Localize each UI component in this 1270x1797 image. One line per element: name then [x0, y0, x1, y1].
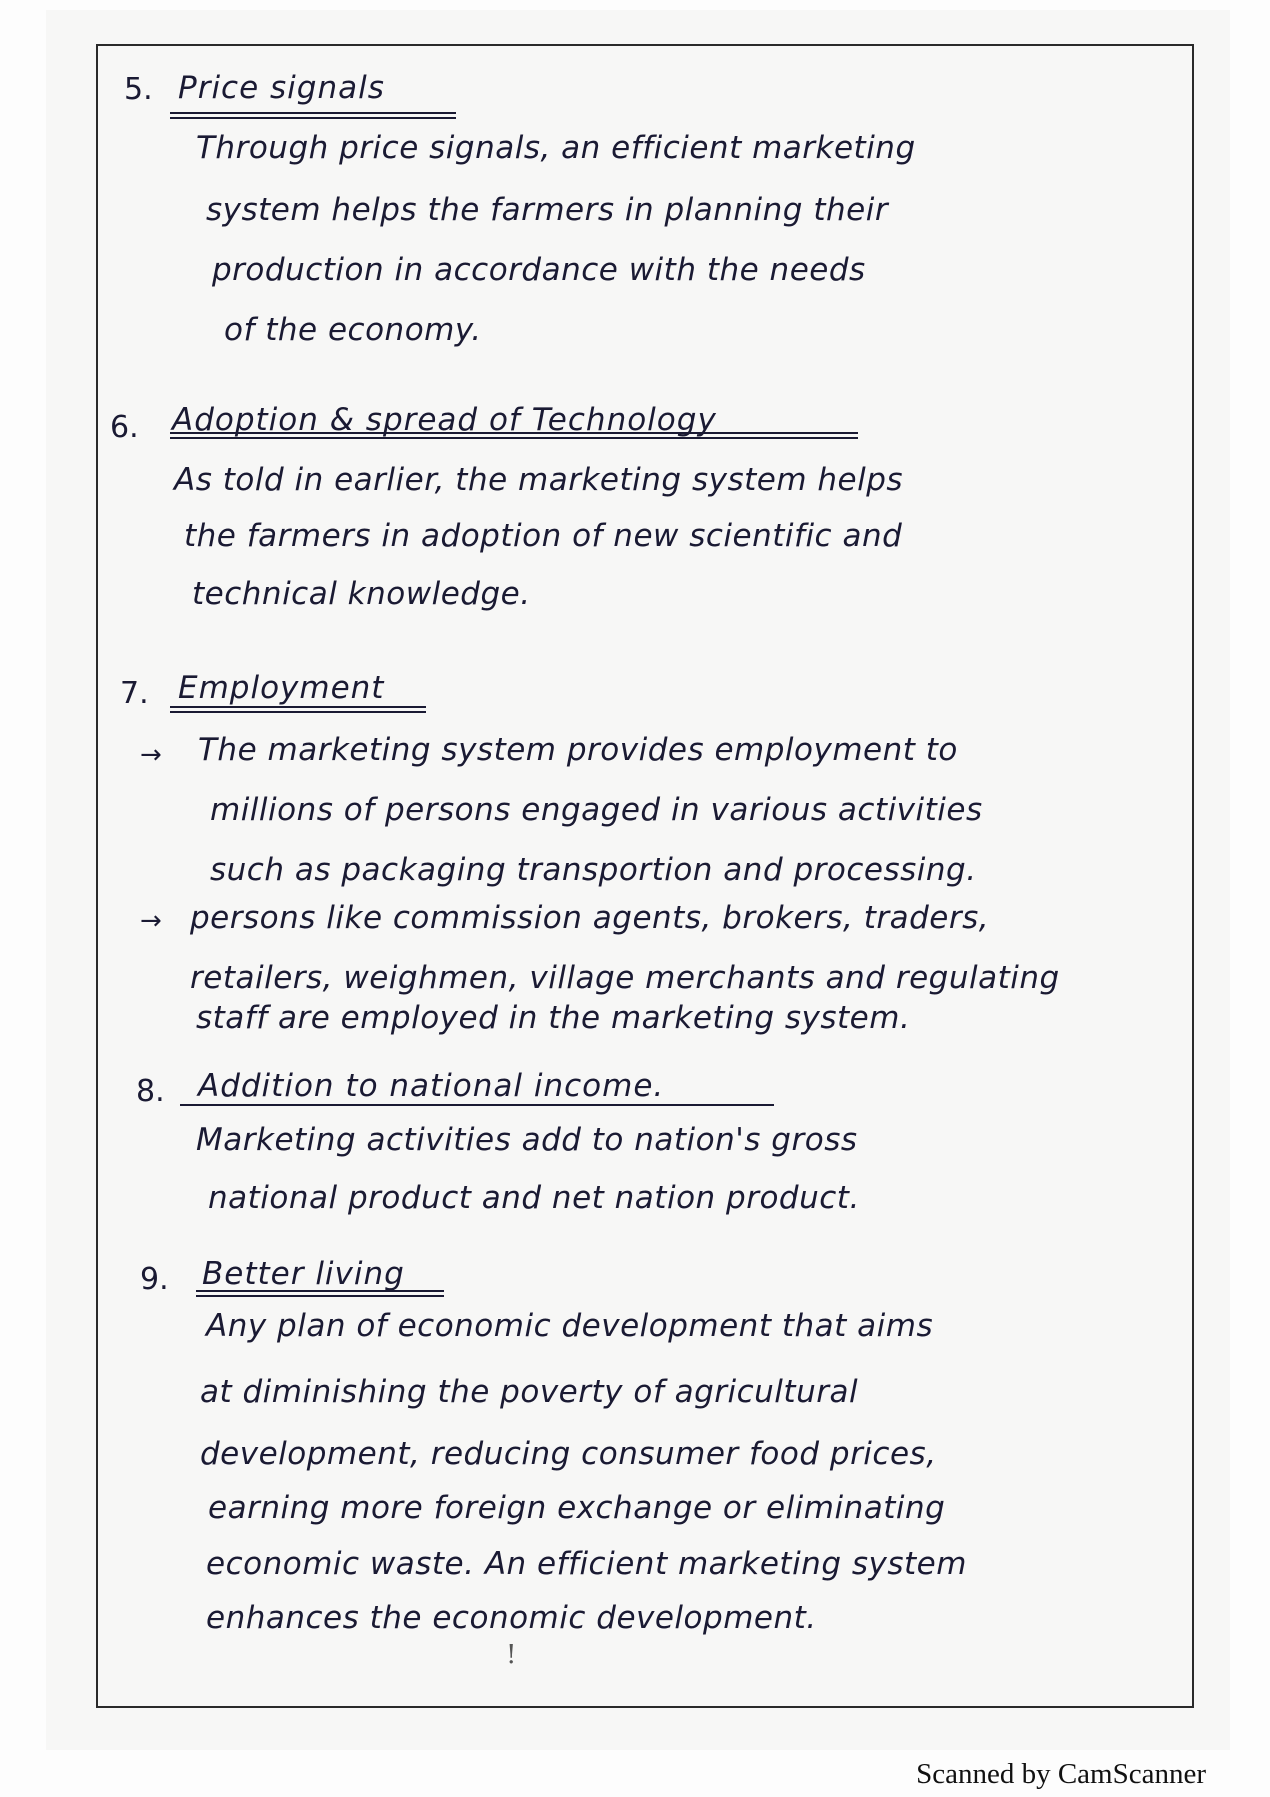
section-6-number: 6. — [110, 410, 139, 445]
section-9-underline — [196, 1290, 444, 1297]
section-9-heading: Better living — [202, 1256, 405, 1292]
section-7-line-1: The marketing system provides employment to — [198, 732, 958, 768]
section-5-line-2: system helps the farmers in planning their — [206, 192, 889, 228]
section-8-number: 8. — [136, 1074, 165, 1109]
section-5-underline — [170, 112, 456, 119]
section-7-bullet-1: → — [140, 740, 162, 770]
section-9-number: 9. — [140, 1262, 169, 1297]
section-7-line-3: such as packaging transportion and processing. — [210, 852, 977, 888]
section-5-line-1: Through price signals, an efficient marketing — [196, 130, 916, 166]
section-9-line-2: at diminishing the poverty of agricultural — [200, 1374, 859, 1410]
section-8-underline — [180, 1104, 774, 1106]
section-5-line-4: of the economy. — [224, 312, 482, 348]
section-8-heading: Addition to national income. — [198, 1068, 665, 1104]
section-8-line-1: Marketing activities add to nation's gross — [196, 1122, 858, 1158]
section-8-line-2: national product and net nation product. — [208, 1180, 860, 1216]
section-7-heading: Employment — [178, 670, 385, 706]
section-6-underline — [170, 432, 858, 439]
section-9-line-3: development, reducing consumer food prices, — [200, 1436, 937, 1472]
section-6-line-2: the farmers in adoption of new scientific and — [184, 518, 903, 554]
section-6-line-1: As told in earlier, the marketing system helps — [174, 462, 904, 498]
section-6-line-3: technical knowledge. — [192, 576, 531, 612]
section-9-line-1: Any plan of economic development that aims — [206, 1308, 934, 1344]
section-7-bullet-2: → — [140, 906, 162, 936]
section-5-heading: Price signals — [178, 70, 385, 106]
ink-mark: ! — [506, 1640, 517, 1670]
section-7-line-6: staff are employed in the marketing system. — [196, 1000, 911, 1036]
section-7-line-5: retailers, weighmen, village merchants and regulating — [190, 960, 1060, 996]
section-7-underline — [170, 706, 426, 713]
section-6-heading: Adoption & spread of Technology — [172, 402, 717, 438]
section-7-number: 7. — [120, 676, 149, 711]
section-7-line-4: persons like commission agents, brokers, traders, — [190, 900, 990, 936]
section-7-line-2: millions of persons engaged in various activities — [210, 792, 983, 828]
section-5-line-3: production in accordance with the needs — [212, 252, 866, 288]
section-9-line-5: economic waste. An efficient marketing system — [206, 1546, 967, 1582]
scanner-watermark: Scanned by CamScanner — [916, 1758, 1206, 1790]
section-5-number: 5. — [124, 72, 153, 107]
section-9-line-4: earning more foreign exchange or eliminating — [208, 1490, 946, 1526]
section-9-line-6: enhances the economic development. — [206, 1600, 817, 1636]
